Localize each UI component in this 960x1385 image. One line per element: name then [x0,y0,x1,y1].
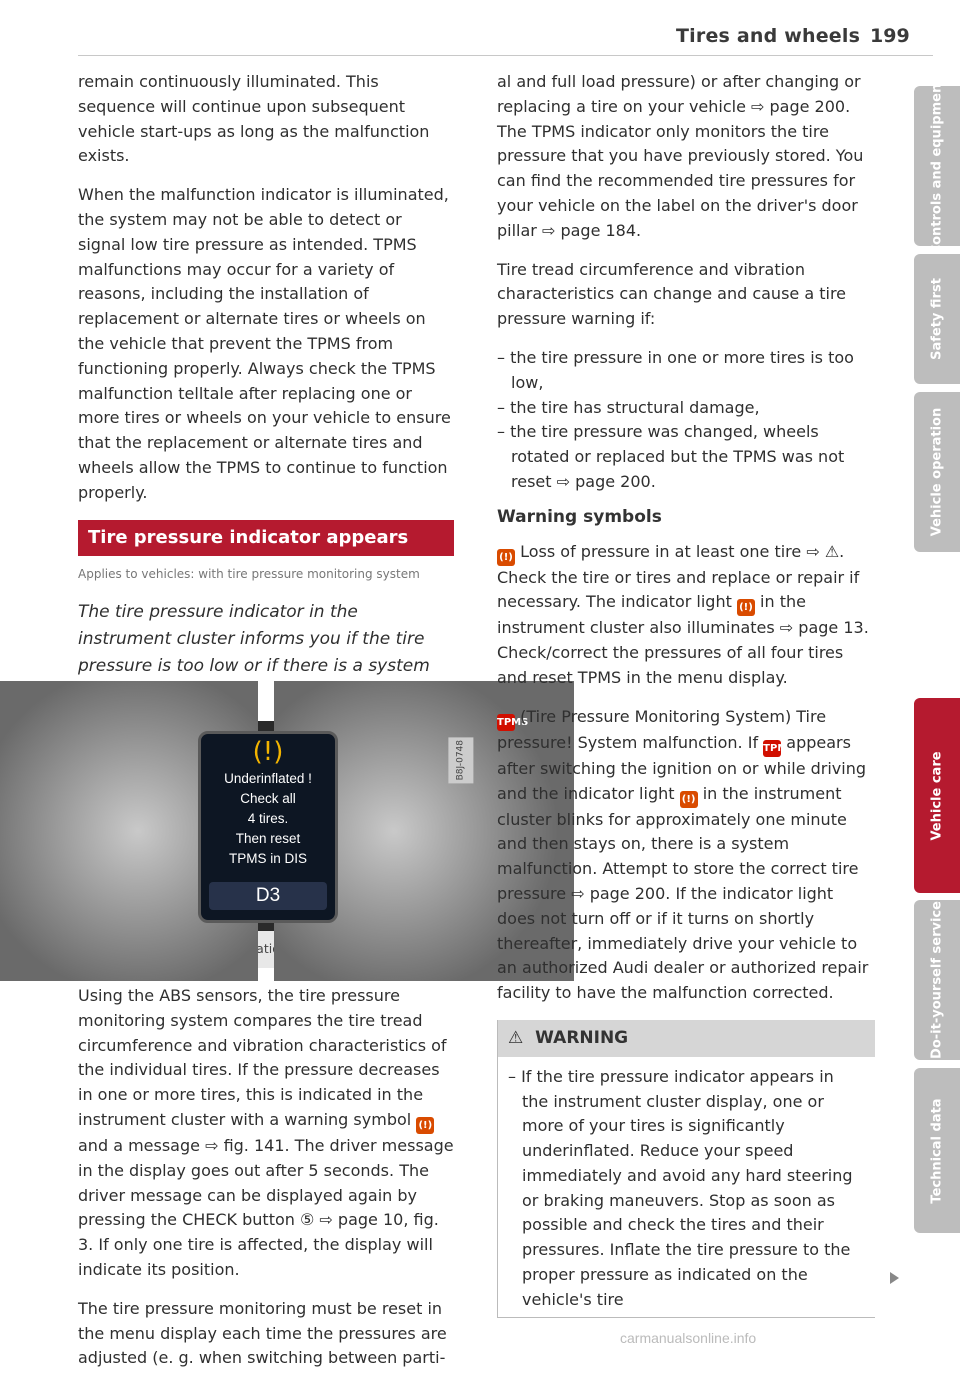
condition-list [497,346,875,495]
figure-code: B8J-0748 [448,737,473,783]
tpms-icon: TPMS [763,740,781,757]
sidetab-technical-data[interactable]: Technical data [914,1068,960,1233]
header-title: Tires and wheels [676,25,861,47]
gear-indicator: D3 [209,882,327,910]
paragraph: The tire pressure monitoring must be reset in the menu display each time the pressures are adjusted (e. g. when switching between parti- [78,1298,447,1368]
paragraph: When the malfunction indicator is illuminated, the system may not be able to detect or signal low tire pressure as intended. TPMS malfunctions may occur for a variety of reasons, including the installation of replacement or alternate tires or wheels on the vehicle that prevent the TPMS from functioning properly. Always check the TPMS malfunction telltale after replacing one or more tires or wheels on your vehicle to ensure that the replacement or alternate tires and wheels allow the TPMS to continue to function properly. [78,185,451,502]
list-item: – the tire pressure in one or more tires is too low, [497,347,854,392]
sidetab-diy-service[interactable]: Do-it-yourself service [914,900,960,1060]
figure-display [78,721,465,931]
list-item: – the tire has structural damage, [497,397,760,417]
screen-message: Underinflated ! Check all 4 tires. Then reset TPMS in DIS [224,770,312,866]
sidetab-vehicle-care[interactable]: Vehicle care [914,698,960,893]
paragraph: Tire tread circumference and vibration characteristics can change and cause a tire pressure warning if: [497,259,847,329]
header-divider [78,55,933,56]
tpms-icon: TPMS [497,714,515,731]
section-title: Tire pressure indicator appears [78,520,454,557]
tire-pressure-warning-icon: (!) [252,737,284,768]
left-column [78,70,465,1385]
paragraph: remain continuously illuminated. This sequence will continue upon subsequent vehicle start-ups as long as the malfunction exists. [78,72,430,166]
right-column [497,70,875,1318]
tire-pressure-warning-icon: (!) [680,791,698,808]
paragraph: TPMS (Tire Pressure Monitoring System) Tire pressure! System malfunction. If TPMS appears after switching the ignition on or while driving and the indicator light (!) in the instrument cluster blinks for approximately one minute and then stays on, there is a system malfunction. Attempt to store the correct tire pressure ⇨ page 200. If the indicator light does not turn off or if it turns on shortly thereafter, immediately drive your vehicle to an authorized Audi dealer or authorized repair facility to have the malfunction corrected. [497,706,869,1003]
warning-header: ⚠ WARNING [498,1020,875,1057]
paragraph: Using the ABS sensors, the tire pressure monitoring system compares the tire tread circumference and vibration characteristics of the individual tires. If the pressure decreases in one or more tires, this is indicated in the instrument cluster with a warning symbol (!) and a message ⇨ fig. 141. The driver message in the display goes out after 5 seconds. The driver message can be displayed again by pressing the CHECK button ⑤ ⇨ page 10, fig. 3. If only one tire is affected, the display will indicate its position. [78,985,454,1279]
warning-triangle-icon: ⚠ [508,1027,524,1048]
sidetab-controls[interactable]: Controls and equipment [914,86,960,246]
continue-arrow-icon [890,1272,899,1284]
sidetab-vehicle-operation[interactable]: Vehicle operation [914,392,960,552]
dis-screen [198,731,338,923]
sidetab-safety[interactable]: Safety first [914,254,960,384]
watermark: carmanualsonline.info [620,1330,757,1346]
subheading: Warning symbols [497,506,662,527]
section-intro: The tire pressure indicator in the instrument cluster informs you if the tire pressure is too low or if there is a system [78,602,430,677]
tire-pressure-warning-icon: (!) [416,1117,434,1134]
applies-note: Applies to vehicles: with tire pressure monitoring system [78,567,420,582]
tire-pressure-warning-icon: (!) [497,549,515,566]
warning-box [497,1020,875,1318]
paragraph: (!) Loss of pressure in at least one tire ⇨ ⚠. Check the tire or tires and replace or repair if necessary. The indicator light (!) in the instrument cluster also illuminates ⇨ page 13. Check/correct the pressures of all four tires and reset TPMS in the menu display. [497,541,869,687]
tire-pressure-warning-icon: (!) [737,599,755,616]
list-item: – the tire pressure was changed, wheels rotated or replaced but the TPMS was not reset ⇨ page 200. [497,422,845,491]
paragraph: al and full load pressure) or after changing or replacing a tire on your vehicle ⇨ page 200. The TPMS indicator only monitors the tire pressure that you have previously stored. You can find the recommended tire pressures for your vehicle on the label on the driver's door pillar ⇨ page 184. [497,72,864,240]
page-number: 199 [870,25,910,47]
warning-body: – If the tire pressure indicator appears in the instrument cluster display, one or more of your tires is significantly underinflated. Reduce your speed immediately and avoid any hard steering or braking maneuvers. Stop as soon as possible and check the tires and their pressures. Inflate the tire pressure to the proper pressure as indicated on the vehicle's tire [508,1066,853,1309]
